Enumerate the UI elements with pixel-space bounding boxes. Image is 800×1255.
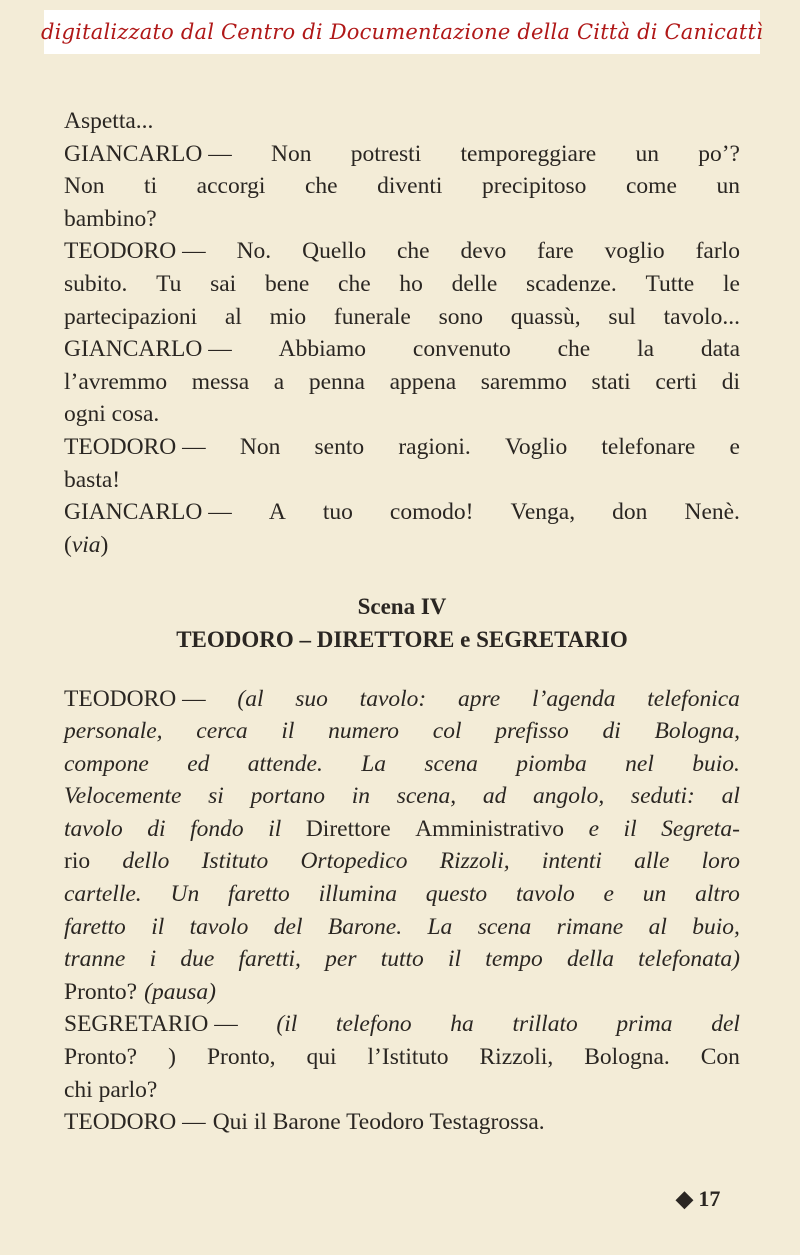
word: SEGRETARIO — (64, 1011, 238, 1038)
word: Aspetta... (64, 108, 154, 134)
word: Velocemente (64, 783, 182, 810)
word: TEODORO — (64, 1109, 206, 1136)
word: messa (191, 368, 250, 395)
word: ha (450, 1011, 474, 1038)
text-line (64, 911, 740, 944)
word: e (603, 881, 614, 908)
word: fondo (190, 815, 244, 842)
word: accorgi (196, 173, 266, 200)
word: due (180, 946, 215, 973)
dialogue-block-2 (64, 683, 740, 1139)
word: Rizzoli, (479, 1044, 554, 1071)
word: Istituto (201, 848, 269, 875)
word: di (147, 815, 166, 842)
word: funerale (333, 303, 411, 330)
word: ad (482, 783, 507, 810)
word: prima (616, 1011, 673, 1038)
word: del (273, 913, 303, 940)
word: Rizzoli, (439, 848, 510, 875)
word: Bologna. (584, 1044, 670, 1071)
word: in (351, 783, 370, 810)
word: Bologna, (654, 718, 740, 745)
word: cartelle. (64, 881, 142, 908)
word: al (648, 913, 667, 940)
page-text (64, 105, 740, 1139)
text-line (64, 943, 740, 976)
word: un (642, 881, 667, 908)
word: col (432, 718, 462, 745)
word: Tutte (645, 270, 695, 297)
word: A (268, 499, 286, 526)
word: che (397, 238, 430, 265)
word: altro (695, 881, 740, 908)
word: GIANCARLO — (64, 336, 232, 363)
word: come (625, 173, 677, 200)
word: chi parlo? (64, 1076, 158, 1103)
word: l’avremmo (64, 368, 168, 395)
word: temporeggiare (460, 140, 597, 167)
word: diventi (377, 173, 443, 200)
text-line (64, 464, 740, 497)
word: al (721, 783, 740, 810)
word: faretto (64, 913, 126, 940)
word: (al (237, 685, 264, 712)
word: scena (424, 750, 478, 777)
text-line (64, 203, 740, 236)
word: cerca (196, 718, 248, 745)
word: GIANCARLO — (64, 499, 232, 526)
text-line (64, 431, 740, 464)
scene-characters: TEODORO – DIRETTORE e SEGRETARIO (176, 626, 628, 652)
word: Con (700, 1044, 740, 1071)
word: farlo (695, 238, 740, 265)
word: telefonare (601, 433, 696, 460)
word: buio. (692, 750, 740, 777)
word: il (268, 815, 282, 842)
text-line (64, 1041, 740, 1074)
word: la (637, 336, 655, 363)
word: Ortopedico (300, 848, 408, 875)
word: bambino? (64, 205, 157, 232)
word: piomba (516, 750, 587, 777)
word: tavolo (64, 815, 123, 842)
word: data (700, 336, 740, 363)
word: Non (64, 173, 105, 200)
word: GIANCARLO — (64, 140, 232, 167)
word: TEODORO — (64, 238, 206, 265)
word: stati (591, 368, 631, 395)
word: del (711, 1011, 740, 1038)
word: appena (389, 368, 457, 395)
word: tavolo (515, 881, 575, 908)
word: sul (608, 303, 636, 330)
word: (il (276, 1011, 298, 1038)
word: prefisso (495, 718, 569, 745)
word: penna (308, 368, 365, 395)
word: nel (625, 750, 654, 777)
word: ) (100, 531, 109, 558)
word: compone (64, 750, 149, 777)
word: ed (187, 750, 210, 777)
text-line (64, 1008, 740, 1041)
word: tavolo (189, 913, 249, 940)
word: potresti (350, 140, 422, 167)
word: buio, (692, 913, 740, 940)
word: il (448, 946, 462, 973)
word: telefonica (647, 685, 740, 712)
text-line (64, 813, 740, 846)
word: Tu (156, 270, 182, 297)
word: e (729, 433, 740, 460)
word: trillato (512, 1011, 578, 1038)
word: quassù, (510, 303, 581, 330)
word: (pausa) (144, 978, 216, 1005)
word: Qui il Barone Teodoro Testagrossa. (212, 1109, 545, 1136)
word: tutto (380, 946, 424, 973)
text-line (64, 268, 740, 301)
word: l’agenda (531, 685, 616, 712)
word: devo (460, 238, 507, 265)
word: po’? (698, 140, 740, 167)
word: scena, (396, 783, 457, 810)
word: TEODORO — (64, 433, 206, 460)
word: attende. (247, 750, 323, 777)
word: il (281, 718, 295, 745)
word: di (721, 368, 740, 395)
dialogue-block-1 (64, 105, 740, 561)
word: suo (295, 685, 328, 712)
word: ho (399, 270, 423, 297)
word: telefonata) (638, 946, 740, 973)
word: Amministrativo (415, 815, 565, 842)
text-line (64, 138, 740, 171)
word: e (588, 815, 599, 842)
word: dello (122, 848, 170, 875)
word: Segreta- (661, 815, 740, 842)
word: un (635, 140, 659, 167)
text-line (64, 748, 740, 781)
word: Un (170, 881, 200, 908)
text-line (64, 780, 740, 813)
word: il (151, 913, 165, 940)
word: Pronto? (64, 978, 138, 1005)
page-number: ◆ 17 (676, 1186, 721, 1211)
text-line (64, 105, 740, 138)
word: che (338, 270, 371, 297)
word: questo (425, 881, 488, 908)
word: al (224, 303, 242, 330)
word: ogni cosa. (64, 401, 160, 428)
word: saremmo (480, 368, 567, 395)
word: delle (451, 270, 498, 297)
word: ragioni. (398, 433, 471, 460)
word: Voglio (504, 433, 568, 460)
word: rio (64, 848, 91, 875)
word: via (71, 531, 101, 558)
word: mio (269, 303, 307, 330)
word: intenti (541, 848, 602, 875)
word: Venga, (510, 499, 576, 526)
word: Quello (302, 238, 367, 265)
word: della (566, 946, 614, 973)
word: voglio (604, 238, 665, 265)
text-line (64, 496, 740, 529)
word: illumina (318, 881, 397, 908)
word: sono (438, 303, 484, 330)
word: No. (236, 238, 272, 265)
word: subito. (64, 270, 128, 297)
word: i (149, 946, 157, 973)
word: tavolo... (663, 303, 740, 330)
word: di (602, 718, 621, 745)
word: apre (458, 685, 501, 712)
word: scadenze. (526, 270, 617, 297)
text-line (64, 366, 740, 399)
scene-title: Scena IV (357, 594, 447, 620)
word: Non (271, 140, 312, 167)
word: personale, (64, 718, 163, 745)
word: il (623, 815, 637, 842)
word: rimane (556, 913, 624, 940)
word: portano (250, 783, 325, 810)
digitization-banner (40, 10, 764, 54)
word: Pronto, (206, 1044, 276, 1071)
word: scena (477, 913, 532, 940)
word: precipitoso (482, 173, 587, 200)
word: TEODORO — (64, 685, 206, 712)
text-line (64, 235, 740, 268)
word: seduti: (630, 783, 695, 810)
word: tranne (64, 946, 126, 973)
word: La (361, 750, 387, 777)
word: si (208, 783, 224, 810)
text-line (64, 683, 740, 716)
word: a (273, 368, 285, 395)
text-line (64, 398, 740, 431)
word: per (325, 946, 357, 973)
word: che (304, 173, 338, 200)
word: le (722, 270, 740, 297)
word: tavolo: (359, 685, 427, 712)
word: tuo (322, 499, 353, 526)
text-line (64, 976, 740, 1009)
word: che (557, 336, 591, 363)
text-line (64, 301, 740, 334)
word: convenuto (412, 336, 511, 363)
word: don (612, 499, 648, 526)
word: telefono (335, 1011, 412, 1038)
word: loro (701, 848, 740, 875)
word: tempo (485, 946, 543, 973)
text-line (64, 1074, 740, 1107)
word: Abbiamo (278, 336, 367, 363)
banner-text: digitalizzato dal Centro di Documentazione della Città di Canicattì (40, 20, 764, 44)
word: basta! (64, 466, 121, 493)
word: Nenè. (684, 499, 740, 526)
word: un (716, 173, 740, 200)
word: faretti, (238, 946, 301, 973)
word: Direttore (305, 815, 391, 842)
word: l’Istituto (367, 1044, 449, 1071)
word: faretto (228, 881, 290, 908)
word: La (427, 913, 453, 940)
word: Barone. (327, 913, 403, 940)
word: sai (210, 270, 237, 297)
word: ti (144, 173, 158, 200)
word: Non (239, 433, 281, 460)
word: ( (64, 531, 72, 558)
word: partecipazioni (64, 303, 198, 330)
word: sento (314, 433, 365, 460)
text-line (64, 715, 740, 748)
word: certi (655, 368, 698, 395)
word: alle (634, 848, 670, 875)
text-line (64, 170, 740, 203)
word: fare (537, 238, 574, 265)
text-line (64, 878, 740, 911)
word: comodo! (389, 499, 474, 526)
word: angolo, (533, 783, 605, 810)
word: bene (264, 270, 310, 297)
text-line (64, 333, 740, 366)
text-line (64, 1106, 740, 1139)
word: ) (168, 1044, 176, 1071)
word: Pronto? (64, 1044, 138, 1071)
word: numero (328, 718, 400, 745)
word: qui (306, 1044, 337, 1071)
text-line (64, 845, 740, 878)
text-line (64, 529, 740, 562)
